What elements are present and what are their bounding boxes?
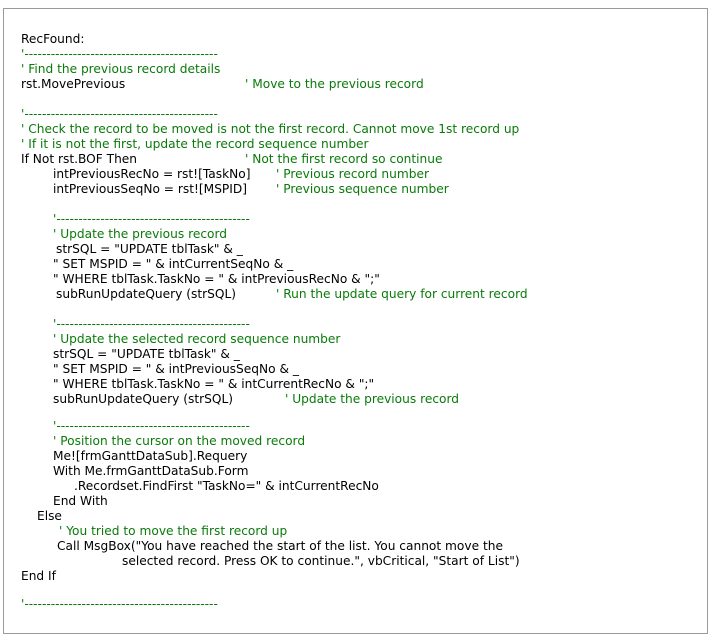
code-line: intPreviousSeqNo = rst![MSPID] [53,182,248,196]
code-line: strSQL = "UPDATE tblTask" & _ [53,347,240,361]
code-line-comment: ' Update the previous record [53,227,228,241]
code-line: " SET MSPID = " & intCurrentSeqNo & _ [53,257,294,271]
code-line-separator: '-------------------------------------------- [21,107,218,121]
code-line: intPreviousRecNo = rst![TaskNo] [53,167,251,181]
code-line-separator: '-------------------------------------------- [53,419,250,433]
code-line: " WHERE tblTask.TaskNo = " & intCurrentRecNo & ";" [53,377,375,391]
code-line: selected record. Press OK to continue.", vbCritical, "Start of List") [122,554,520,568]
code-line-trailing-comment: ' Run the update query for current record [276,287,528,301]
code-line: If Not rst.BOF Then [21,152,138,166]
code-line: rst.MovePrevious [21,77,126,91]
code-line-trailing-comment: ' Previous record number [276,167,429,181]
code-line-separator: '-------------------------------------------- [21,597,218,611]
code-listing [4,9,709,635]
code-line-separator: '-------------------------------------------- [53,212,250,226]
code-line: Me![frmGanttDataSub].Requery [53,449,248,463]
code-line-comment: ' If it is not the first, update the record sequence number [21,137,369,151]
code-line: Call MsgBox("You have reached the start of the list. You cannot move the [57,539,503,553]
code-line: With Me.frmGanttDataSub.Form [53,464,249,478]
code-line-trailing-comment: ' Update the previous record [285,392,460,406]
code-line: End If [21,569,56,583]
code-line-label: RecFound: [21,32,85,46]
code-line-trailing-comment: ' Previous sequence number [276,182,449,196]
code-line-trailing-comment: ' Not the first record so continue [245,152,443,166]
code-line-comment: ' You tried to move the first record up [59,524,288,538]
code-line: .Recordset.FindFirst "TaskNo=" & intCurrentRecNo [74,479,379,493]
code-line: " SET MSPID = " & intPreviousSeqNo & _ [53,362,299,376]
code-line-comment: ' Find the previous record details [21,62,221,76]
code-line: subRunUpdateQuery (strSQL) [56,287,236,301]
code-line-separator: '-------------------------------------------- [21,47,218,61]
code-listing-frame [3,8,708,634]
code-line-comment: ' Check the record to be moved is not the first record. Cannot move 1st record up [21,122,520,136]
code-line-trailing-comment: ' Move to the previous record [245,77,424,91]
code-line-comment: ' Update the selected record sequence number [53,332,341,346]
code-line-comment: ' Position the cursor on the moved record [53,434,306,448]
code-line: subRunUpdateQuery (strSQL) [53,392,233,406]
code-line: " WHERE tblTask.TaskNo = " & intPreviousRecNo & ";" [53,272,380,286]
code-line: End With [53,494,108,508]
code-line: Else [37,509,62,523]
code-line: strSQL = "UPDATE tblTask" & _ [56,242,243,256]
code-line-separator: '-------------------------------------------- [53,317,250,331]
